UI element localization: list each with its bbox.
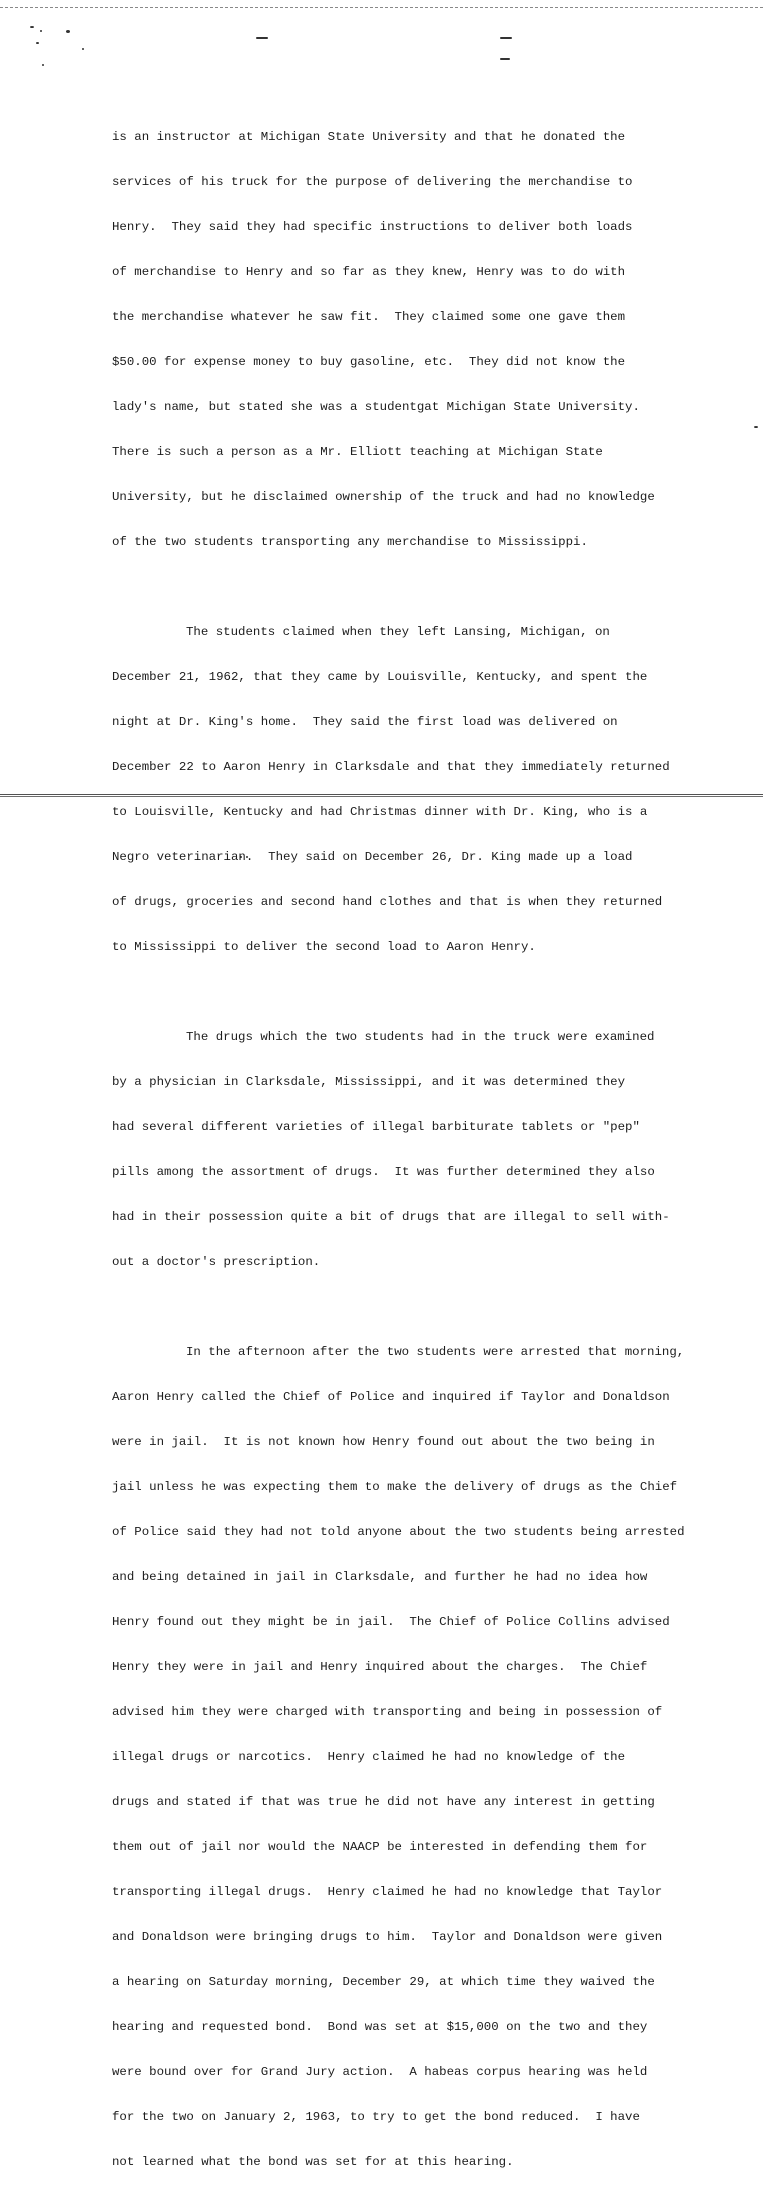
text-line: There is such a person as a Mr. Elliott teaching at Michigan State bbox=[112, 445, 603, 459]
text-line: for the two on January 2, 1963, to try to get the bond reduced. I have bbox=[112, 2110, 640, 2124]
text-line: Negro veterinarian. They said on December 26, Dr. King made up a load bbox=[112, 850, 633, 864]
scan-speck bbox=[30, 26, 34, 28]
text-line: had in their possession quite a bit of drugs that are illegal to sell with- bbox=[112, 1210, 670, 1224]
text-line: hearing and requested bond. Bond was set at $15,000 on the two and they bbox=[112, 2020, 648, 2034]
text-line: Aaron Henry called the Chief of Police and inquired if Taylor and Donaldson bbox=[112, 1390, 670, 1404]
text-line: Henry they were in jail and Henry inquired about the charges. The Chief bbox=[112, 1660, 648, 1674]
top-border bbox=[0, 7, 763, 8]
text-line: of the two students transporting any merchandise to Mississippi. bbox=[112, 535, 588, 549]
scan-speck bbox=[754, 426, 758, 428]
text-line: of Police said they had not told anyone about the two students being arrested bbox=[112, 1525, 685, 1539]
scan-speck bbox=[500, 58, 510, 60]
text-line: out a doctor's prescription. bbox=[112, 1255, 321, 1269]
text-line: the merchandise whatever he saw fit. They claimed some one gave them bbox=[112, 310, 626, 324]
text-line: night at Dr. King's home. They said the first load was delivered on bbox=[112, 715, 618, 729]
paragraph-2 bbox=[112, 595, 712, 985]
text-line: $50.00 for expense money to buy gasoline, etc. They did not know the bbox=[112, 355, 626, 369]
text-line: lady's name, but stated she was a studentgat Michigan State University. bbox=[112, 400, 640, 414]
text-line: advised him they were charged with transporting and being in possession of bbox=[112, 1705, 663, 1719]
text-line: The drugs which the two students had in the truck were examined bbox=[186, 1030, 655, 1044]
text-line: December 21, 1962, that they came by Louisville, Kentucky, and spent the bbox=[112, 670, 648, 684]
paragraph-1 bbox=[112, 100, 712, 580]
bottom-rule bbox=[0, 794, 763, 797]
text-line: by a physician in Clarksdale, Mississippi, and it was determined they bbox=[112, 1075, 626, 1089]
text-line: pills among the assortment of drugs. It was further determined they also bbox=[112, 1165, 655, 1179]
text-line: of merchandise to Henry and so far as they knew, Henry was to do with bbox=[112, 265, 626, 279]
text-line: In the afternoon after the two students were arrested that morning, bbox=[186, 1345, 685, 1359]
text-line: a hearing on Saturday morning, December 29, at which time they waived the bbox=[112, 1975, 655, 1989]
text-line: to Mississippi to deliver the second load to Aaron Henry. bbox=[112, 940, 536, 954]
text-line: were bound over for Grand Jury action. A habeas corpus hearing was held bbox=[112, 2065, 648, 2079]
text-line: not learned what the bond was set for at this hearing. bbox=[112, 2155, 514, 2169]
scan-speck bbox=[42, 64, 44, 66]
scan-speck bbox=[66, 30, 70, 33]
text-line: of drugs, groceries and second hand clothes and that is when they returned bbox=[112, 895, 663, 909]
text-line: Henry. They said they had specific instructions to deliver both loads bbox=[112, 220, 633, 234]
paragraph-3 bbox=[112, 1000, 712, 1300]
scan-speck bbox=[40, 30, 42, 32]
text-line: services of his truck for the purpose of delivering the merchandise to bbox=[112, 175, 633, 189]
text-line: them out of jail nor would the NAACP be interested in defending them for bbox=[112, 1840, 648, 1854]
text-line: Henry found out they might be in jail. The Chief of Police Collins advised bbox=[112, 1615, 670, 1629]
scan-speck bbox=[36, 42, 39, 44]
text-line: to Louisville, Kentucky and had Christmas dinner with Dr. King, who is a bbox=[112, 805, 648, 819]
paragraph-4 bbox=[112, 1315, 712, 2200]
text-line: and Donaldson were bringing drugs to him. Taylor and Donaldson were given bbox=[112, 1930, 663, 1944]
text-line: had several different varieties of illegal barbiturate tablets or "pep" bbox=[112, 1120, 640, 1134]
text-line: University, but he disclaimed ownership of the truck and had no knowledge bbox=[112, 490, 655, 504]
scan-speck bbox=[82, 48, 84, 50]
text-line: transporting illegal drugs. Henry claimed he had no knowledge that Taylor bbox=[112, 1885, 663, 1899]
scan-speck bbox=[500, 37, 512, 39]
text-line: drugs and stated if that was true he did not have any interest in getting bbox=[112, 1795, 655, 1809]
text-line: were in jail. It is not known how Henry found out about the two being in bbox=[112, 1435, 655, 1449]
scan-speck bbox=[256, 37, 268, 39]
document-body bbox=[112, 100, 712, 2200]
text-line: December 22 to Aaron Henry in Clarksdale and that they immediately returned bbox=[112, 760, 670, 774]
text-line: The students claimed when they left Lansing, Michigan, on bbox=[186, 625, 610, 639]
text-line: jail unless he was expecting them to make the delivery of drugs as the Chief bbox=[112, 1480, 678, 1494]
text-line: illegal drugs or narcotics. Henry claimed he had no knowledge of the bbox=[112, 1750, 626, 1764]
text-line: and being detained in jail in Clarksdale, and further he had no idea how bbox=[112, 1570, 648, 1584]
text-line: is an instructor at Michigan State University and that he donated the bbox=[112, 130, 626, 144]
